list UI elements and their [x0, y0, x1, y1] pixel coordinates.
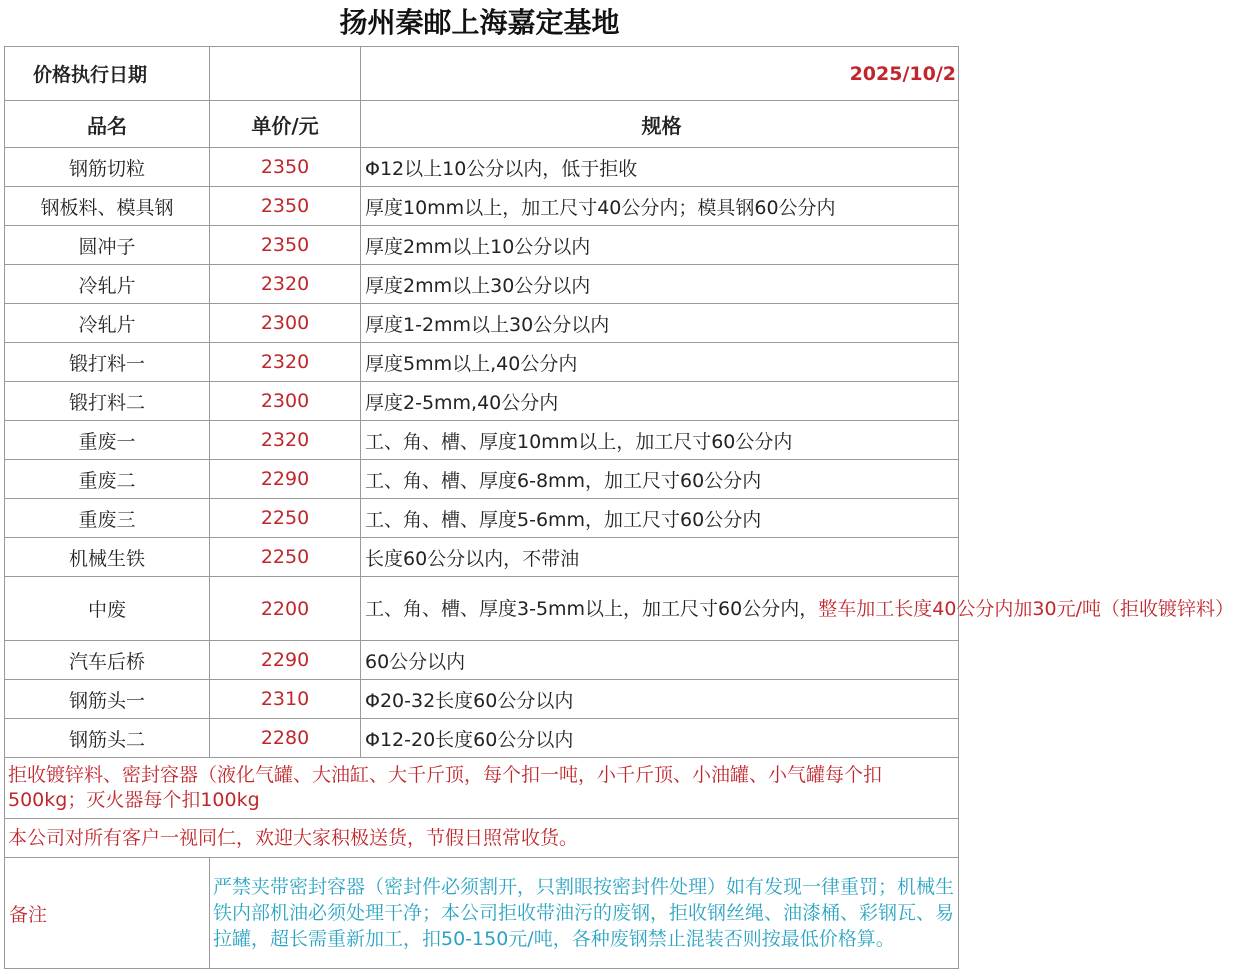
date-empty-cell — [210, 47, 361, 101]
item-price: 2200 — [210, 577, 361, 641]
item-spec-text: 厚度10mm以上，加工尺寸40公分内；模具钢60公分内 — [365, 196, 836, 219]
welcome-note: 本公司对所有客户一视同仁，欢迎大家积极送货，节假日照常收货。 — [5, 819, 959, 858]
item-price: 2310 — [210, 680, 361, 719]
item-spec — [361, 460, 959, 499]
item-spec — [361, 343, 959, 382]
remark-label: 备注 — [5, 858, 210, 969]
item-spec-text: Φ12-20长度60公分以内 — [365, 728, 574, 751]
item-spec-text: 厚度2-5mm,40公分内 — [365, 391, 559, 414]
item-spec — [361, 719, 959, 758]
reject-note: 拒收镀锌料、密封容器（液化气罐、大油缸、大千斤顶，每个扣一吨，小千斤顶、小油罐、小气罐每个扣500kg；灭火器每个扣100kg — [5, 758, 959, 819]
remark-row — [5, 858, 959, 969]
item-spec-text: 厚度1-2mm以上30公分以内 — [365, 313, 610, 336]
table-row — [5, 719, 959, 758]
item-spec-text: 厚度2mm以上10公分以内 — [365, 235, 591, 258]
table-row — [5, 187, 959, 226]
item-spec — [361, 148, 959, 187]
item-spec — [361, 187, 959, 226]
item-spec-highlight: 整车加工长度40公分内加30元/吨（拒收镀锌料） — [818, 597, 1234, 620]
item-spec — [361, 421, 959, 460]
item-price: 2300 — [210, 304, 361, 343]
header-spec: 规格 — [361, 101, 959, 148]
item-price: 2250 — [210, 538, 361, 577]
item-name: 钢板料、模具钢 — [5, 187, 210, 226]
table-row — [5, 265, 959, 304]
header-row — [5, 101, 959, 148]
item-price: 2350 — [210, 148, 361, 187]
item-price: 2350 — [210, 187, 361, 226]
price-table — [4, 46, 1234, 969]
table-row — [5, 641, 959, 680]
item-spec — [361, 265, 959, 304]
item-spec-text: 工、角、槽、厚度3-5mm以上，加工尺寸60公分内， — [365, 597, 819, 620]
item-price: 2350 — [210, 226, 361, 265]
item-name: 冷轧片 — [5, 304, 210, 343]
item-price: 2250 — [210, 499, 361, 538]
item-spec — [361, 226, 959, 265]
date-row — [5, 47, 959, 101]
table-row — [5, 421, 959, 460]
sheet-title: 扬州秦邮上海嘉定基地 — [339, 6, 620, 39]
item-name: 圆冲子 — [5, 226, 210, 265]
item-name: 锻打料一 — [5, 343, 210, 382]
table-row — [5, 148, 959, 187]
item-spec-text: Φ12以上10公分以内，低于拒收 — [365, 157, 638, 180]
item-spec-text: 工、角、槽、厚度5-6mm，加工尺寸60公分内 — [365, 508, 762, 531]
date-value: 2025/10/2 — [361, 47, 959, 101]
table-row — [5, 538, 959, 577]
item-price: 2320 — [210, 265, 361, 304]
table-row — [5, 460, 959, 499]
table-row — [5, 382, 959, 421]
item-spec — [361, 304, 959, 343]
item-spec-text: 工、角、槽、厚度6-8mm，加工尺寸60公分内 — [365, 469, 762, 492]
item-spec — [361, 499, 959, 538]
table-row — [5, 577, 959, 641]
item-name: 重废一 — [5, 421, 210, 460]
item-spec-text: 60公分以内 — [365, 650, 466, 673]
header-price: 单价/元 — [210, 101, 361, 148]
item-spec-text: 厚度5mm以上,40公分内 — [365, 352, 578, 375]
item-name: 中废 — [5, 577, 210, 641]
item-name: 钢筋头二 — [5, 719, 210, 758]
item-spec-text: 厚度2mm以上30公分以内 — [365, 274, 591, 297]
item-name: 汽车后桥 — [5, 641, 210, 680]
item-name: 锻打料二 — [5, 382, 210, 421]
welcome-note-row — [5, 819, 959, 858]
item-spec-text: 工、角、槽、厚度10mm以上，加工尺寸60公分内 — [365, 430, 793, 453]
remark-text: 严禁夹带密封容器（密封件必须割开，只割眼按密封件处理）如有发现一律重罚；机械生铁内部机油必须处理干净；本公司拒收带油污的废钢，拒收钢丝绳、油漆桶、彩钢瓦、易拉罐，超长需重新加工，扣50-150元/吨，各种废钢禁止混装否则按最低价格算。 — [210, 858, 959, 969]
table-row — [5, 680, 959, 719]
item-name: 钢筋头一 — [5, 680, 210, 719]
header-name: 品名 — [5, 101, 210, 148]
item-price: 2320 — [210, 421, 361, 460]
price-sheet — [4, 46, 1234, 969]
table-row — [5, 343, 959, 382]
item-spec — [361, 577, 1234, 641]
reject-note-row — [5, 758, 959, 819]
table-row — [5, 304, 959, 343]
item-spec — [361, 382, 959, 421]
item-spec — [361, 680, 959, 719]
item-name: 重废二 — [5, 460, 210, 499]
item-price: 2320 — [210, 343, 361, 382]
table-row — [5, 499, 959, 538]
item-price: 2300 — [210, 382, 361, 421]
date-label: 价格执行日期 — [5, 47, 210, 101]
item-name: 钢筋切粒 — [5, 148, 210, 187]
item-spec-text: Φ20-32长度60公分以内 — [365, 689, 574, 712]
item-name: 机械生铁 — [5, 538, 210, 577]
item-name: 重废三 — [5, 499, 210, 538]
item-spec — [361, 538, 959, 577]
item-name: 冷轧片 — [5, 265, 210, 304]
item-spec-text: 长度60公分以内，不带油 — [365, 547, 580, 570]
item-spec — [361, 641, 959, 680]
table-row — [5, 226, 959, 265]
item-price: 2280 — [210, 719, 361, 758]
item-price: 2290 — [210, 460, 361, 499]
item-price: 2290 — [210, 641, 361, 680]
